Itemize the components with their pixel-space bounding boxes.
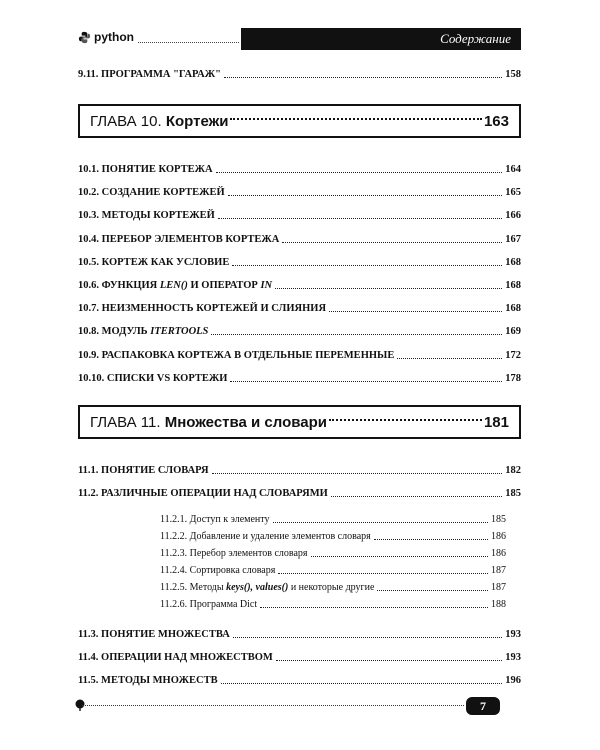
entry-title: ПЕРЕБОР ЭЛЕМЕНТОВ КОРТЕЖА (101, 234, 280, 245)
entry-page: 165 (505, 187, 521, 198)
toc-entry-11-2[interactable] (78, 487, 521, 500)
footer-divider (82, 705, 464, 706)
leader-dots (377, 590, 488, 591)
entry-page: 187 (491, 582, 506, 593)
toc-subentry-11-2-4[interactable] (160, 564, 506, 577)
entry-page: 158 (505, 69, 521, 80)
leader-dots (211, 334, 502, 335)
entry-title-a: Методы (189, 582, 227, 593)
python-logo (78, 30, 134, 44)
section-title: Содержание (440, 31, 511, 46)
entry-title: ПОНЯТИЕ СЛОВАРЯ (101, 465, 209, 476)
entry-title-a: МОДУЛЬ (101, 326, 151, 337)
entry-page: 172 (505, 350, 521, 361)
entry-page: 167 (505, 234, 521, 245)
entry-title: Доступ к элементу (189, 514, 270, 525)
leader-dots (224, 77, 502, 78)
entry-number: 10.3. (78, 210, 99, 221)
entry-number: 10.2. (78, 187, 99, 198)
entry-page: 168 (505, 303, 521, 314)
entry-page: 166 (505, 210, 521, 221)
leader-dots (275, 288, 502, 289)
entry-number: 10.5. (78, 257, 99, 268)
entry-page: 168 (505, 280, 521, 291)
entry-page: 168 (505, 257, 521, 268)
entry-number: 10.7. (78, 303, 99, 314)
leader-dots (230, 381, 502, 382)
toc-subentry-11-2-1[interactable] (160, 513, 506, 526)
leader-dots (216, 172, 503, 173)
entry-title: ОПЕРАЦИИ НАД МНОЖЕСТВОМ (101, 652, 273, 663)
leader-dots (311, 556, 488, 557)
entry-number: 11.2. (78, 488, 99, 499)
leader-dots (278, 573, 488, 574)
toc-subentry-11-2-3[interactable] (160, 547, 506, 560)
toc-chapter-10[interactable] (78, 104, 521, 138)
leader-dots (282, 242, 502, 243)
chapter-title: Кортежи (165, 112, 229, 130)
toc-entry-10-9[interactable] (78, 349, 521, 362)
leader-dots (331, 496, 502, 497)
entry-page: 193 (505, 652, 521, 663)
entry-page: 164 (505, 164, 521, 175)
entry-number: 11.2.1. (160, 514, 188, 525)
entry-page: 188 (491, 599, 506, 610)
page-header (78, 28, 521, 50)
entry-title: Сортировка словаря (189, 565, 276, 576)
chapter-page: 181 (483, 413, 509, 431)
leader-dots (218, 218, 502, 219)
entry-number: 11.4. (78, 652, 99, 663)
entry-title: ПОНЯТИЕ МНОЖЕСТВА (101, 629, 230, 640)
entry-title-b: keys(), values() (226, 582, 289, 593)
toc-entry-10-2[interactable] (78, 186, 521, 199)
entry-number: 10.9. (78, 350, 99, 361)
entry-page: 169 (505, 326, 521, 337)
toc-entry-11-3[interactable] (78, 628, 521, 641)
toc-entry-10-3[interactable] (78, 209, 521, 222)
chapter-page: 163 (483, 112, 509, 130)
entry-page: 186 (491, 548, 506, 559)
entry-title-c: и некоторые другие (288, 582, 375, 593)
entry-title-c: И ОПЕРАТОР (187, 280, 261, 291)
entry-title-a: ФУНКЦИЯ (101, 280, 160, 291)
leader-dots (233, 637, 502, 638)
toc-entry-10-6[interactable] (78, 279, 521, 292)
entry-number: 11.2.2. (160, 531, 188, 542)
logo-text: python (94, 30, 134, 44)
toc-entry-10-1[interactable] (78, 163, 521, 176)
leader-dots (230, 118, 482, 120)
toc-entry-11-1[interactable] (78, 464, 521, 477)
entry-title: ПРОГРАММА "ГАРАЖ" (101, 69, 221, 80)
entry-title: Добавление и удаление элементов словаря (189, 531, 371, 542)
entry-number: 11.2.5. (160, 582, 188, 593)
section-title-bar (241, 28, 521, 50)
entry-number: 11.1. (78, 465, 99, 476)
entry-title-d: IN (260, 280, 273, 291)
toc-entry-10-10[interactable] (78, 372, 521, 385)
entry-title-b: ITERTOOLS (150, 326, 209, 337)
leader-dots (329, 311, 502, 312)
entry-number: 10.4. (78, 234, 99, 245)
entry-number: 10.1. (78, 164, 99, 175)
entry-number: 11.2.6. (160, 599, 188, 610)
entry-number: 9.11. (78, 69, 99, 80)
leader-dots (273, 522, 489, 523)
entry-title: МЕТОДЫ МНОЖЕСТВ (101, 675, 218, 686)
toc-subentry-11-2-2[interactable] (160, 530, 506, 543)
toc-entry-10-7[interactable] (78, 302, 521, 315)
entry-number: 10.6. (78, 280, 99, 291)
page-number: 7 (466, 697, 500, 715)
chapter-title: Множества и словари (164, 413, 328, 431)
toc-chapter-11[interactable] (78, 405, 521, 439)
entry-page: 193 (505, 629, 521, 640)
entry-title: РАЗЛИЧНЫЕ ОПЕРАЦИИ НАД СЛОВАРЯМИ (101, 488, 328, 499)
leader-dots (212, 473, 503, 474)
leader-dots (397, 358, 502, 359)
entry-number: 11.2.3. (160, 548, 188, 559)
entry-title: КОРТЕЖ КАК УСЛОВИЕ (101, 257, 230, 268)
toc-entry-11-4[interactable] (78, 651, 521, 664)
entry-page: 186 (491, 531, 506, 542)
leader-dots (329, 419, 482, 421)
entry-number: 11.2.4. (160, 565, 188, 576)
entry-number: 10.10. (78, 373, 105, 384)
entry-page: 196 (505, 675, 521, 686)
toc-entry-10-8[interactable] (78, 325, 521, 338)
entry-number: 11.3. (78, 629, 99, 640)
leader-dots (221, 683, 503, 684)
entry-title: НЕИЗМЕННОСТЬ КОРТЕЖЕЙ И СЛИЯНИЯ (101, 303, 327, 314)
toc-subentry-11-2-5[interactable] (160, 581, 506, 594)
toc-entry-10-4[interactable] (78, 233, 521, 246)
chapter-prefix: ГЛАВА 11. (90, 413, 165, 431)
entry-title: Программа Dict (189, 599, 258, 610)
entry-page: 185 (505, 488, 521, 499)
leader-dots (374, 539, 488, 540)
leader-dots (232, 265, 502, 266)
leader-dots (260, 607, 488, 608)
entry-title: МЕТОДЫ КОРТЕЖЕЙ (101, 210, 215, 221)
entry-page: 185 (491, 514, 506, 525)
toc-entry-10-5[interactable] (78, 256, 521, 269)
entry-title: Перебор элементов словаря (189, 548, 308, 559)
toc-entry-11-5[interactable] (78, 674, 521, 687)
entry-title: ПОНЯТИЕ КОРТЕЖА (101, 164, 213, 175)
python-logo-icon (78, 31, 91, 44)
header-divider (138, 42, 239, 43)
entry-title: РАСПАКОВКА КОРТЕЖА В ОТДЕЛЬНЫЕ ПЕРЕМЕННЫЕ (101, 350, 395, 361)
leader-dots (276, 660, 502, 661)
entry-title-b: LEN() (159, 280, 188, 291)
entry-page: 187 (491, 565, 506, 576)
toc-subentry-11-2-6[interactable] (160, 598, 506, 611)
entry-number: 11.5. (78, 675, 99, 686)
chapter-prefix: ГЛАВА 10. (90, 112, 166, 130)
entry-page: 182 (505, 465, 521, 476)
leader-dots (228, 195, 503, 196)
entry-title: СОЗДАНИЕ КОРТЕЖЕЙ (101, 187, 225, 198)
entry-number: 10.8. (78, 326, 99, 337)
entry-page: 178 (505, 373, 521, 384)
entry-title: СПИСКИ VS КОРТЕЖИ (106, 373, 228, 384)
toc-entry-9-11[interactable] (78, 68, 521, 81)
